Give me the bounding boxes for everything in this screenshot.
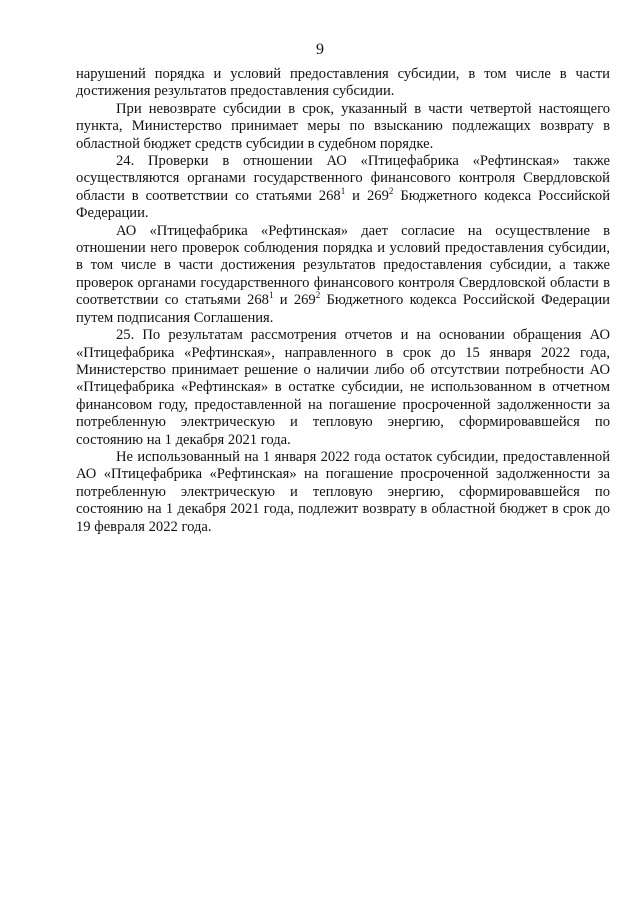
paragraph-text: и 269 — [273, 292, 316, 309]
page-number: 9 — [316, 41, 324, 58]
paragraph-text: и 269 — [345, 187, 389, 204]
paragraph-continuation: нарушений порядка и условий предоставления субсидии, в том числе в части достижения результатов предоставления субсидии. — [76, 66, 610, 100]
superscript: 2 — [315, 290, 321, 301]
paragraph-text: 24. Проверки в отношении АО «Птицефабрика «Рефтинская» также осуществляются органами государственного финансового контроля Свердловской области в соответствии со статьями 268 — [76, 153, 610, 204]
paragraph-refund-enforcement: При невозврате субсидии в срок, указанный в части четвертой настоящего пункта, Министерство принимает меры по взысканию подлежащих возврату в областной бюджет средств субсидии в судебном порядке. — [76, 100, 610, 152]
paragraph-text: АО «Птицефабрика «Рефтинская» дает согласие на осуществление в отношении него проверок соблюдения порядка и условий предоставления субсидии, в том числе в части достижения результатов предоставления субсидии, а также проверок органами государственного финансового контроля Свердловской области в соответствии со статьями 268 — [76, 222, 610, 309]
superscript: 1 — [340, 185, 346, 196]
paragraph-text: Бюджетного кодекса Российской Федерации. — [76, 187, 610, 222]
paragraph-audit-consent — [76, 223, 610, 327]
document-body — [76, 66, 610, 536]
paragraph-text: Бюджетного кодекса Российской Федерации путем подписания Соглашения. — [76, 292, 610, 326]
paragraph-unused-balance: Не использованный на 1 января 2022 года остаток субсидии, предоставленной АО «Птицефабрика «Рефтинская» на погашение просроченной задолженности за потребленную электрическую и тепловую энергию, сформировавшейся по состоянию на 1 декабря 2021 года, подлежит возврату в областной бюджет в срок до 19 февраля 2022 года. — [76, 448, 610, 535]
superscript: 2 — [388, 185, 394, 196]
superscript: 1 — [268, 290, 274, 301]
paragraph-25-reports: 25. По результатам рассмотрения отчетов и на основании обращения АО «Птицефабрика «Рефтинская», направленного в срок до 15 января 2022 года, Министерство принимает решение о наличии либо об отсутствии потребности АО «Птицефабрика «Рефтинская» в остатке субсидии, не использованном в отчетном финансовом году, предоставленной на погашение просроченной задолженности за потребленную электрическую и тепловую энергию, сформировавшейся по состоянию на 1 декабря 2021 года. — [76, 327, 610, 448]
paragraph-24-audits — [76, 153, 610, 223]
